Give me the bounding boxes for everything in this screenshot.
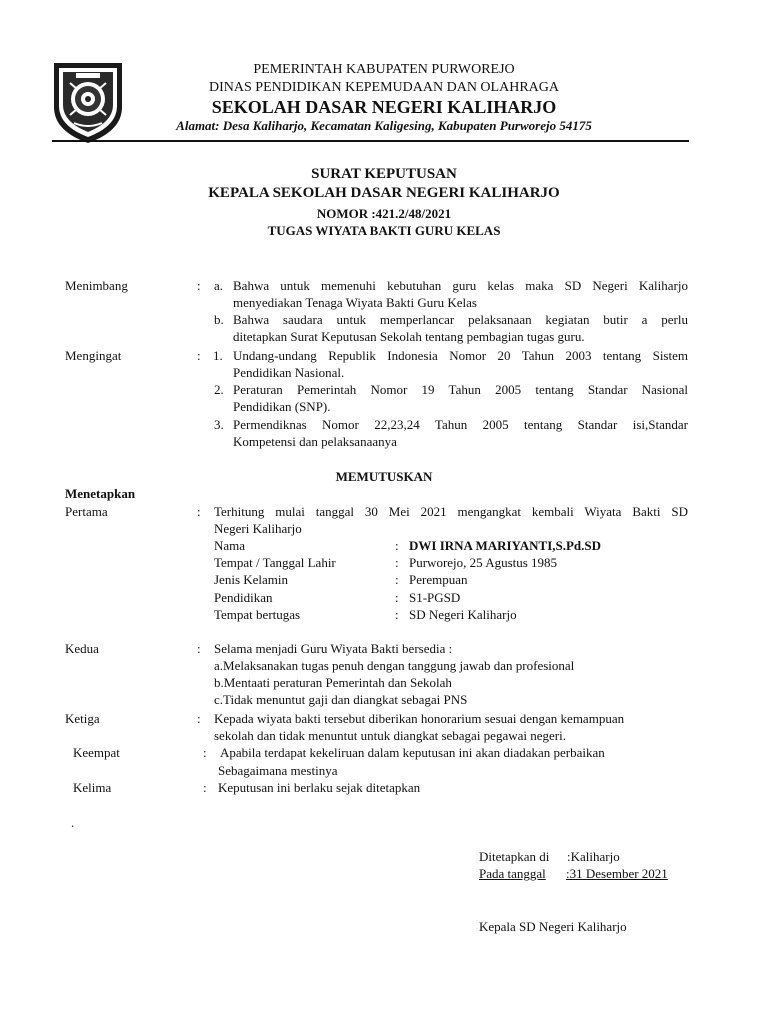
kedua-line2: a.Melaksanakan tugas penuh dengan tanggung jawab dan profesional bbox=[214, 658, 575, 673]
keempat-colon: : bbox=[203, 745, 207, 760]
field-label-ttl: Tempat / Tanggal Lahir bbox=[214, 555, 336, 570]
menetapkan-label: Menetapkan bbox=[65, 486, 136, 501]
mengingat-item-1-line2: Pendidikan Nasional. bbox=[233, 365, 345, 380]
document-title: SURAT KEPUTUSAN bbox=[311, 166, 457, 182]
pertama-label: Pertama bbox=[65, 504, 108, 519]
menimbang-item-a-marker: a. bbox=[214, 278, 224, 293]
ketiga-line2: sekolah dan tidak menuntut untuk diangkat sebagai pegawai negeri. bbox=[214, 728, 566, 743]
signature-date-value: :31 Desember 2021 bbox=[566, 866, 668, 881]
kelima-line1: Keputusan ini berlaku sejak ditetapkan bbox=[218, 780, 421, 795]
kedua-line3: b.Mentaati peraturan Pemerintah dan Sekolah bbox=[214, 675, 452, 690]
menimbang-item-b-line2: ditetapkan Surat Keputusan Sekolah tentang pembagian tugas guru. bbox=[233, 329, 585, 344]
signature-date-label: Pada tanggal bbox=[479, 866, 546, 881]
menimbang-item-a-line2: menyediakan Tenaga Wiyata Bakti Guru Kelas bbox=[233, 295, 477, 310]
kedua-colon: : bbox=[197, 641, 201, 656]
field-label-nama: Nama bbox=[214, 538, 246, 553]
signature-signer-title: Kepala SD Negeri Kaliharjo bbox=[479, 919, 627, 934]
ketiga-line1: Kepada wiyata bakti tersebut diberikan honorarium sesuai dengan kemampuan bbox=[214, 711, 625, 726]
mengingat-item-3-line1: Permendiknas Nomor 22,23,24 Tahun 2005 tentang Standar isi,Standar bbox=[233, 417, 688, 432]
mengingat-item-2-marker: 2. bbox=[214, 382, 224, 397]
kedua-label: Kedua bbox=[65, 641, 99, 656]
field-colon: : bbox=[395, 555, 399, 570]
document-number: NOMOR :421.2/48/2021 bbox=[316, 206, 452, 221]
menimbang-colon: : bbox=[197, 278, 201, 293]
mengingat-label: Mengingat bbox=[65, 348, 122, 363]
letterhead-divider bbox=[52, 140, 689, 142]
field-label-tempat-bertugas: Tempat bertugas bbox=[214, 607, 301, 622]
document-subject: TUGAS WIYATA BAKTI GURU KELAS bbox=[267, 223, 501, 238]
mengingat-item-2-line2: Pendidikan (SNP). bbox=[233, 399, 331, 414]
pertama-line2: Negeri Kaliharjo bbox=[214, 521, 302, 536]
mengingat-item-3-marker: 3. bbox=[214, 417, 224, 432]
field-value-ttl: Purworejo, 25 Agustus 1985 bbox=[409, 555, 558, 570]
ketiga-label: Ketiga bbox=[65, 711, 100, 726]
signature-place-label: Ditetapkan di bbox=[479, 849, 550, 864]
pertama-line1: Terhitung mulai tanggal 30 Mei 2021 mengangkat kembali Wiyata Bakti SD bbox=[214, 504, 688, 519]
field-label-pendidikan: Pendidikan bbox=[214, 590, 273, 605]
mengingat-colon: : bbox=[197, 348, 201, 363]
header-government: PEMERINTAH KABUPATEN PURWOREJO bbox=[253, 62, 515, 77]
menimbang-item-a-line1: Bahwa untuk memenuhi kebutuhan guru kelas maka SD Negeri Kaliharjo bbox=[233, 278, 688, 293]
kelima-colon: : bbox=[203, 780, 207, 795]
memutuskan-heading: MEMUTUSKAN bbox=[335, 469, 433, 484]
document-issuer: KEPALA SEKOLAH DASAR NEGERI KALIHARJO bbox=[208, 185, 560, 201]
kedua-line1: Selama menjadi Guru Wiyata Bakti bersedia : bbox=[214, 641, 453, 656]
signature-place-value: :Kaliharjo bbox=[567, 849, 620, 864]
kelima-label: Kelima bbox=[73, 780, 112, 795]
kedua-line4: c.Tidak menuntut gaji dan diangkat sebagai PNS bbox=[214, 692, 468, 707]
field-colon: : bbox=[395, 538, 399, 553]
field-value-pendidikan: S1-PGSD bbox=[409, 590, 461, 605]
field-value-jenis-kelamin: Perempuan bbox=[409, 572, 468, 587]
menimbang-item-b-marker: b. bbox=[214, 312, 224, 327]
field-colon: : bbox=[395, 607, 399, 622]
header-address: Alamat: Desa Kaliharjo, Kecamatan Kaligesing, Kabupaten Purworejo 54175 bbox=[176, 118, 592, 133]
pertama-colon: : bbox=[197, 504, 201, 519]
menimbang-item-b-line1: Bahwa saudara untuk memperlancar pelaksanaan kegiatan butir a perlu bbox=[233, 312, 688, 327]
ketiga-colon: : bbox=[197, 711, 201, 726]
keempat-line2: Sebagaimana mestinya bbox=[218, 763, 338, 778]
keempat-label: Keempat bbox=[73, 745, 120, 760]
keempat-line1: Apabila terdapat kekeliruan dalam keputusan ini akan diadakan perbaikan bbox=[220, 745, 605, 760]
field-value-nama: DWI IRNA MARIYANTI,S.Pd.SD bbox=[409, 538, 602, 553]
field-value-tempat-bertugas: SD Negeri Kaliharjo bbox=[409, 607, 517, 622]
field-label-jenis-kelamin: Jenis Kelamin bbox=[214, 572, 289, 587]
field-colon: : bbox=[395, 590, 399, 605]
stray-dot: . bbox=[71, 815, 75, 830]
header-agency: DINAS PENDIDIKAN KEPEMUDAAN DAN OLAHRAGA bbox=[209, 80, 559, 95]
mengingat-item-2-line1: Peraturan Pemerintah Nomor 19 Tahun 2005 tentang Standar Nasional bbox=[233, 382, 688, 397]
mengingat-item-1-marker: 1. bbox=[213, 348, 223, 363]
mengingat-item-1-line1: Undang-undang Republik Indonesia Nomor 20 Tahun 2003 tentang Sistem bbox=[233, 348, 688, 363]
mengingat-item-3-line2: Kompetensi dan pelaksanaanya bbox=[233, 434, 397, 449]
field-colon: : bbox=[395, 572, 399, 587]
menimbang-label: Menimbang bbox=[65, 278, 128, 293]
header-school-name: SEKOLAH DASAR NEGERI KALIHARJO bbox=[211, 97, 557, 117]
